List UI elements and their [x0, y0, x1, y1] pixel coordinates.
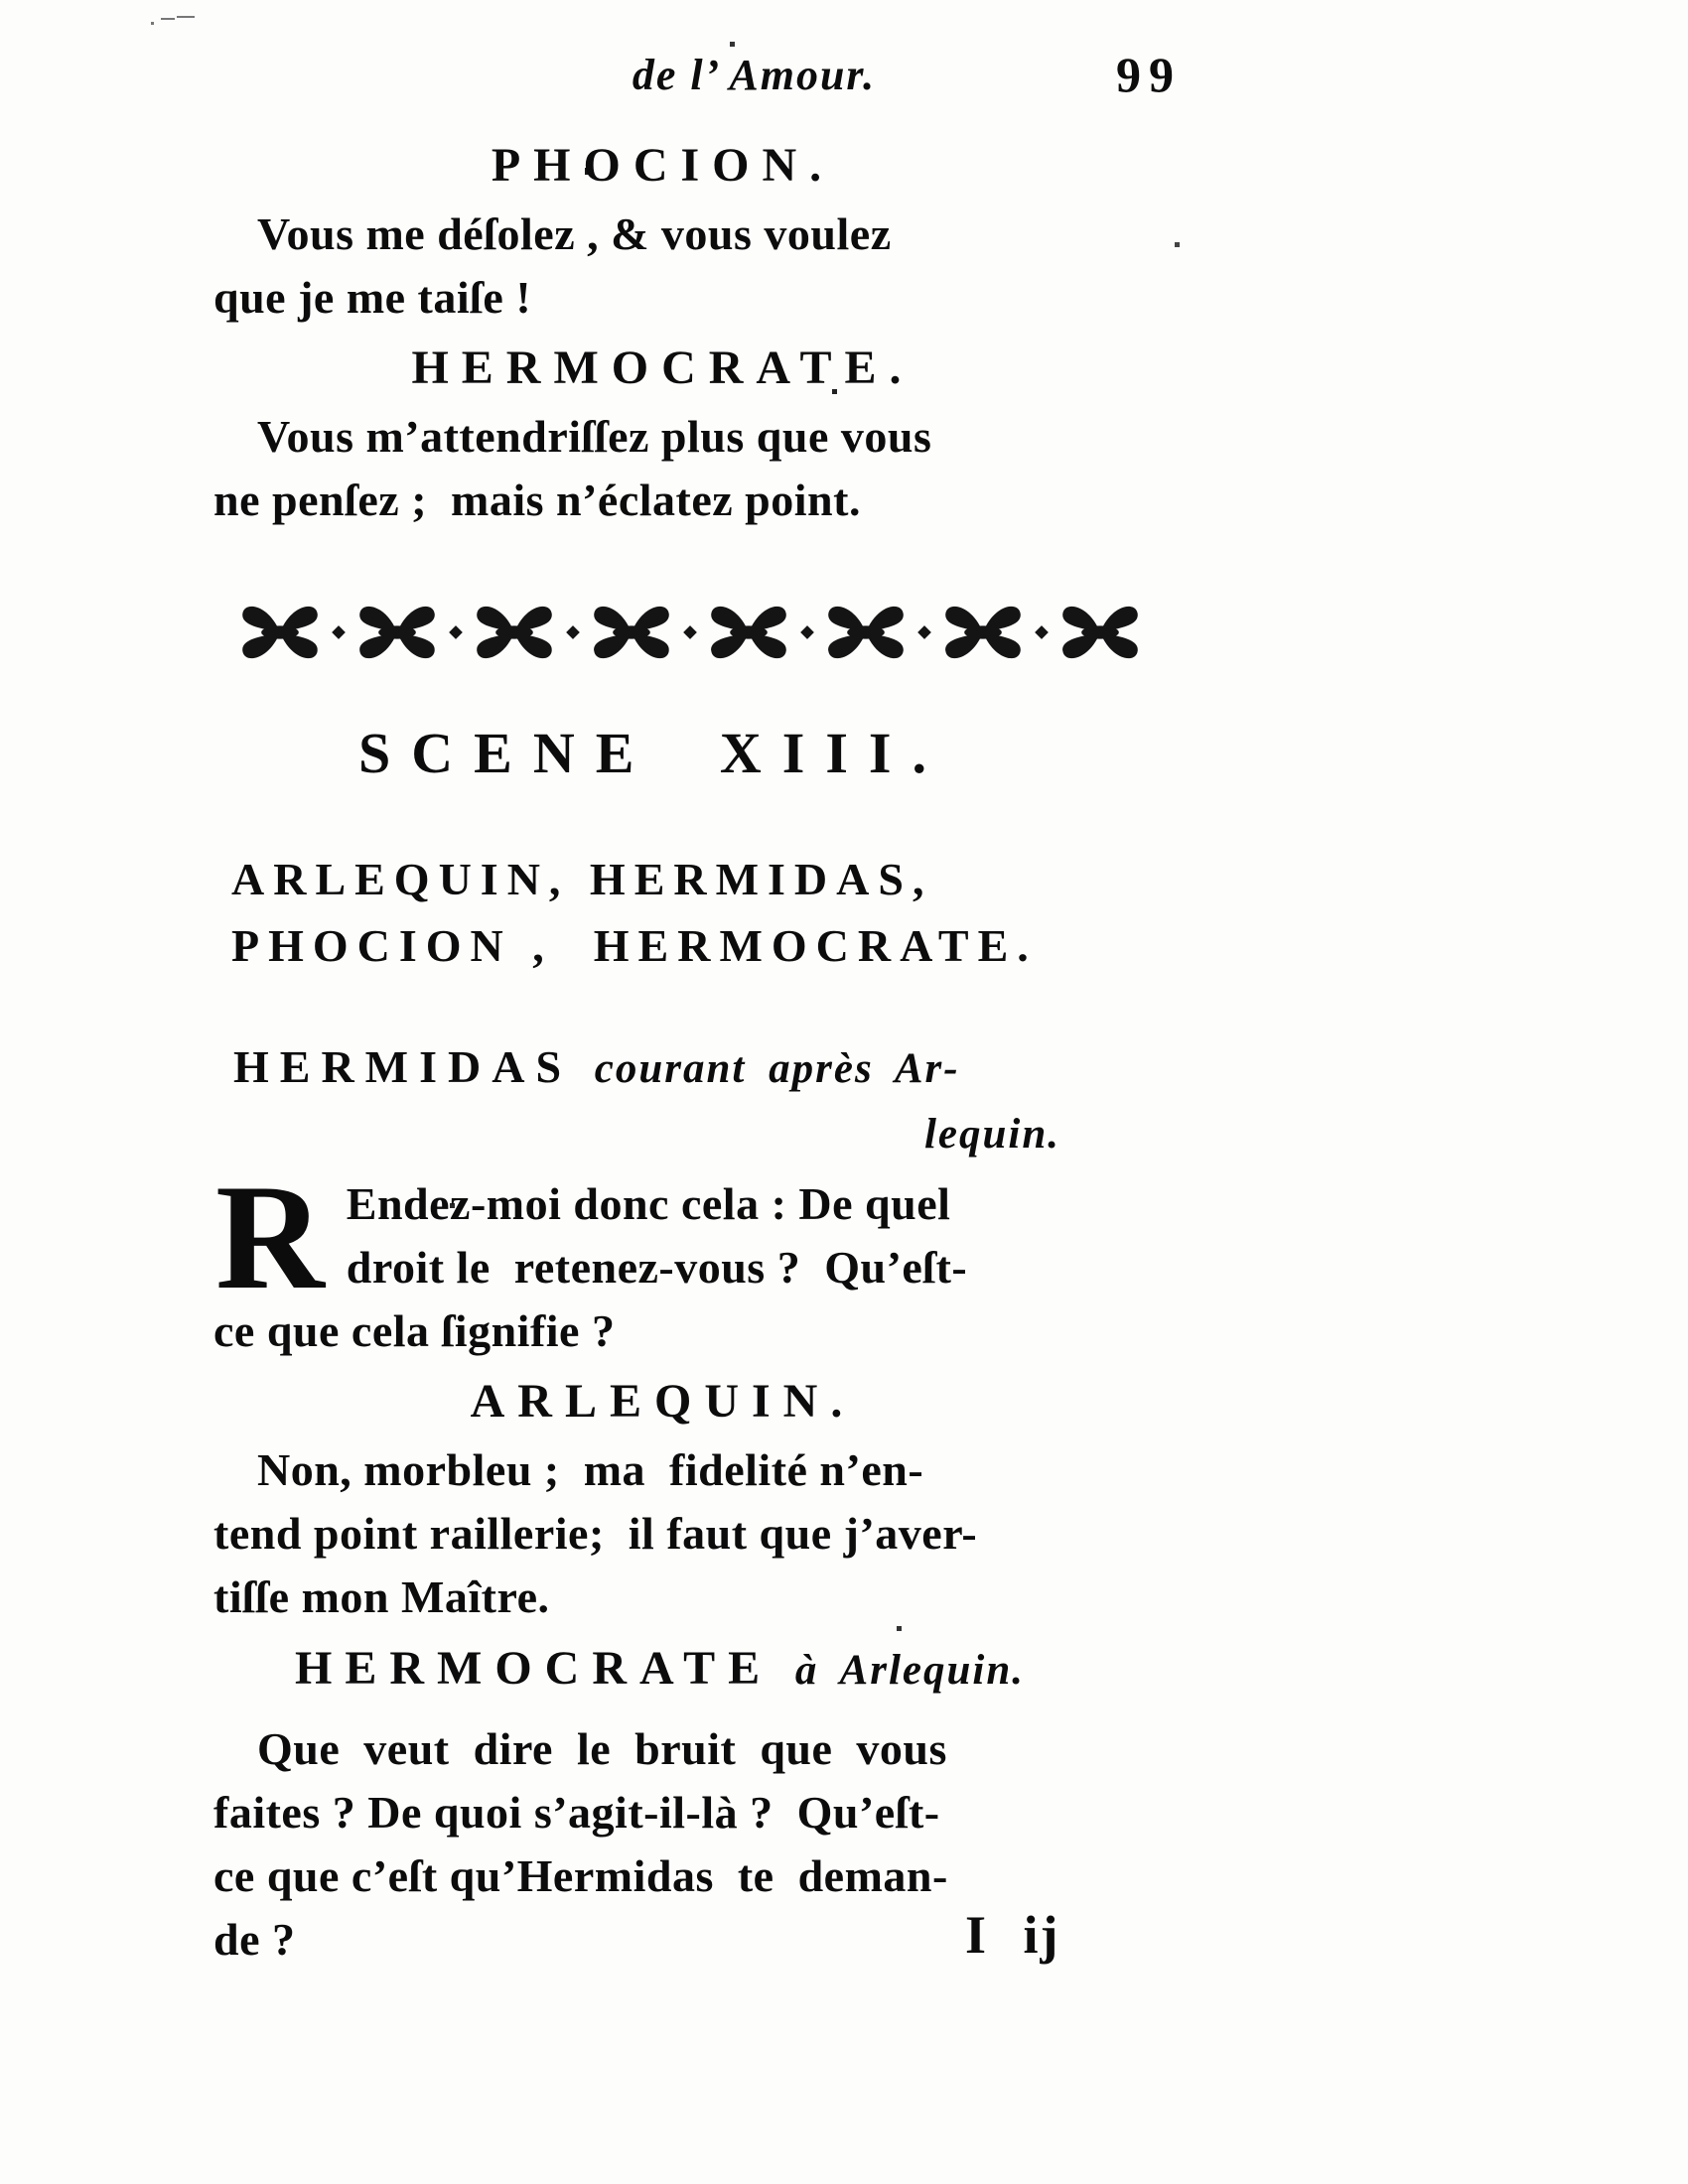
- diamond-icon: [1035, 625, 1049, 639]
- text-line: que je me taiſe !: [213, 272, 532, 323]
- speaker-heading-hermocrate: HERMOCRATE.: [411, 341, 914, 394]
- fleuron-icon: [817, 596, 914, 669]
- text-line: Endez-moi donc cela : De quel: [346, 1178, 951, 1229]
- running-title: de l’ Amour.: [632, 51, 877, 99]
- text-line: Vous me déſolez , & vous voulez: [257, 208, 892, 259]
- fleuron-icon: [934, 596, 1032, 669]
- text-line: de ?: [213, 1914, 296, 1965]
- diamond-icon: [449, 625, 463, 639]
- text-line: Vous m’attendriſſez plus que vous: [257, 411, 932, 462]
- speaker-heading-phocion: PHOCION.: [491, 139, 835, 192]
- fleuron-icon: [466, 596, 563, 669]
- fleuron-icon: [1052, 596, 1149, 669]
- text-line: tiſſe mon Maître.: [213, 1571, 550, 1622]
- speaker-heading-arlequin: ARLEQUIN.: [470, 1375, 856, 1428]
- fleuron-icon: [349, 596, 446, 669]
- speaker-name: HERMOCRATE: [295, 1642, 774, 1695]
- page-number: 99: [1116, 47, 1182, 102]
- fleuron-icon: [700, 596, 797, 669]
- cast-list: [213, 846, 1152, 979]
- speaker-heading-hermidas: [233, 1038, 1152, 1107]
- diamond-icon: [683, 625, 697, 639]
- text-line: Que veut dire le bruit que vous: [257, 1723, 947, 1774]
- diamond-icon: [917, 625, 931, 639]
- text-line: faites ? De quoi s’agit-il-là ? Qu’eſt-: [213, 1787, 940, 1838]
- stage-direction: à Arlequin.: [773, 1647, 1026, 1694]
- text-line: ne penſez ; mais n’éclatez point.: [213, 475, 861, 525]
- text-line: droit le retenez-vous ? Qu’eſt-: [346, 1242, 968, 1293]
- text-line: ce que c’eſt qu’Hermidas te deman-: [213, 1850, 948, 1901]
- drop-cap: R: [215, 1154, 325, 1320]
- fleuron-icon: [583, 596, 680, 669]
- text-line: ce que cela ſignifie ?: [213, 1305, 616, 1356]
- diamond-icon: [332, 625, 346, 639]
- stage-direction-continued: lequin.: [923, 1111, 1060, 1158]
- speaker-name: HERMIDAS: [233, 1041, 573, 1092]
- text-column: [213, 47, 1182, 1972]
- scan-artifact: [151, 14, 211, 28]
- diamond-icon: [566, 625, 580, 639]
- speaker-heading-hermocrate-2: [295, 1637, 1152, 1711]
- text-line: Non, morbleu ; ma fidelité n’en-: [257, 1444, 924, 1495]
- fleuron-divider: [231, 596, 1152, 669]
- page-header: [213, 47, 1182, 127]
- diamond-icon: [800, 625, 814, 639]
- stage-direction: courant après Ar-: [572, 1045, 960, 1092]
- cast-line: ARLEQUIN, HERMIDAS,: [231, 854, 933, 904]
- scan-specks: [0, 0, 1, 1]
- speech-paragraph: [213, 1154, 1152, 1363]
- scene-heading: SCENE XIII.: [358, 721, 947, 785]
- fleuron-icon: [231, 596, 329, 669]
- signature-mark: I ij: [965, 1905, 1060, 1965]
- text-line: tend point raillerie; il faut que j’aver-: [213, 1508, 978, 1559]
- cast-line: PHOCION , HERMOCRATE.: [231, 920, 1038, 971]
